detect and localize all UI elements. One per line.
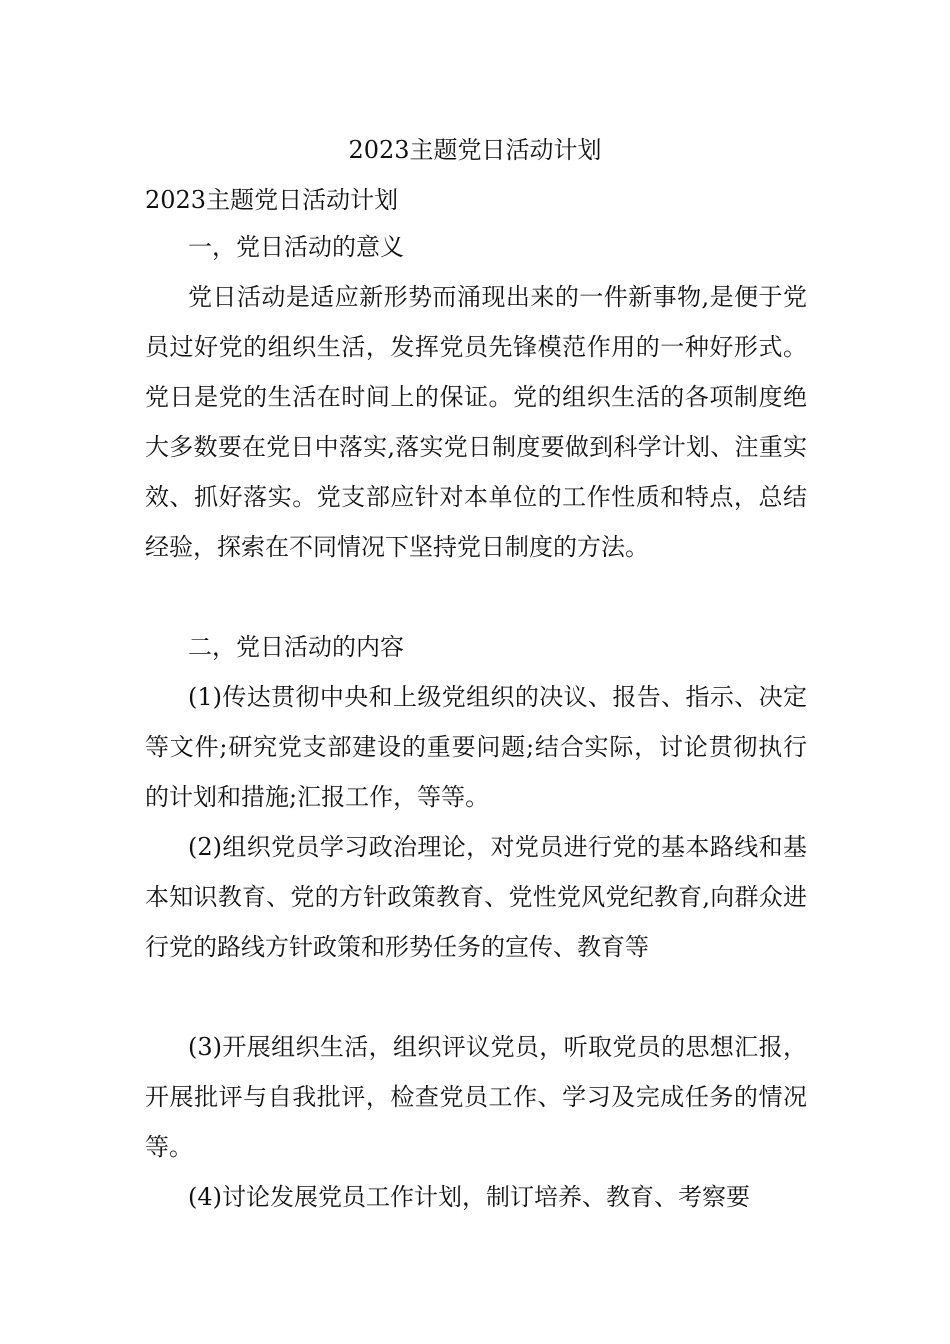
- paragraph-meaning: 党日活动是适应新形势而涌现出来的一件新事物,是便于党员过好党的组织生活，发挥党员先锋模范作用的一种好形式。党日是党的生活在时间上的保证。党的组织生活的各项制度绝大多数要在党日中落实,落实党日制度要做到科学计划、注重实效、抓好落实。党支部应针对本单位的工作性质和特点，总结经验，探索在不同情况下坚持党日制度的方法。: [145, 283, 807, 561]
- content-item-1: (1)传达贯彻中央和上级党组织的决议、报告、指示、决定等文件;研究党支部建设的重要问题;结合实际，讨论贯彻执行的计划和措施;汇报工作，等等。: [145, 683, 807, 811]
- content-item-3: (3)开展组织生活，组织评议党员，听取党员的思想汇报，开展批评与自我批评，检查党员工作、学习及完成任务的情况等。: [145, 1033, 807, 1161]
- content-item-2: (2)组织党员学习政治理论，对党员进行党的基本路线和基本知识教育、党的方针政策教育、党性党风党纪教育,向群众进行党的路线方针政策和形势任务的宣传、教育等: [145, 833, 807, 961]
- section-heading-content: 二，党日活动的内容: [188, 633, 404, 661]
- document-subtitle: 2023主题党日活动计划: [145, 186, 399, 214]
- page-title: 2023主题党日活动计划: [348, 136, 602, 164]
- section-heading-meaning: 一，党日活动的意义: [188, 233, 404, 261]
- content-item-4: (4)讨论发展党员工作计划，制订培养、教育、考察要: [188, 1183, 750, 1211]
